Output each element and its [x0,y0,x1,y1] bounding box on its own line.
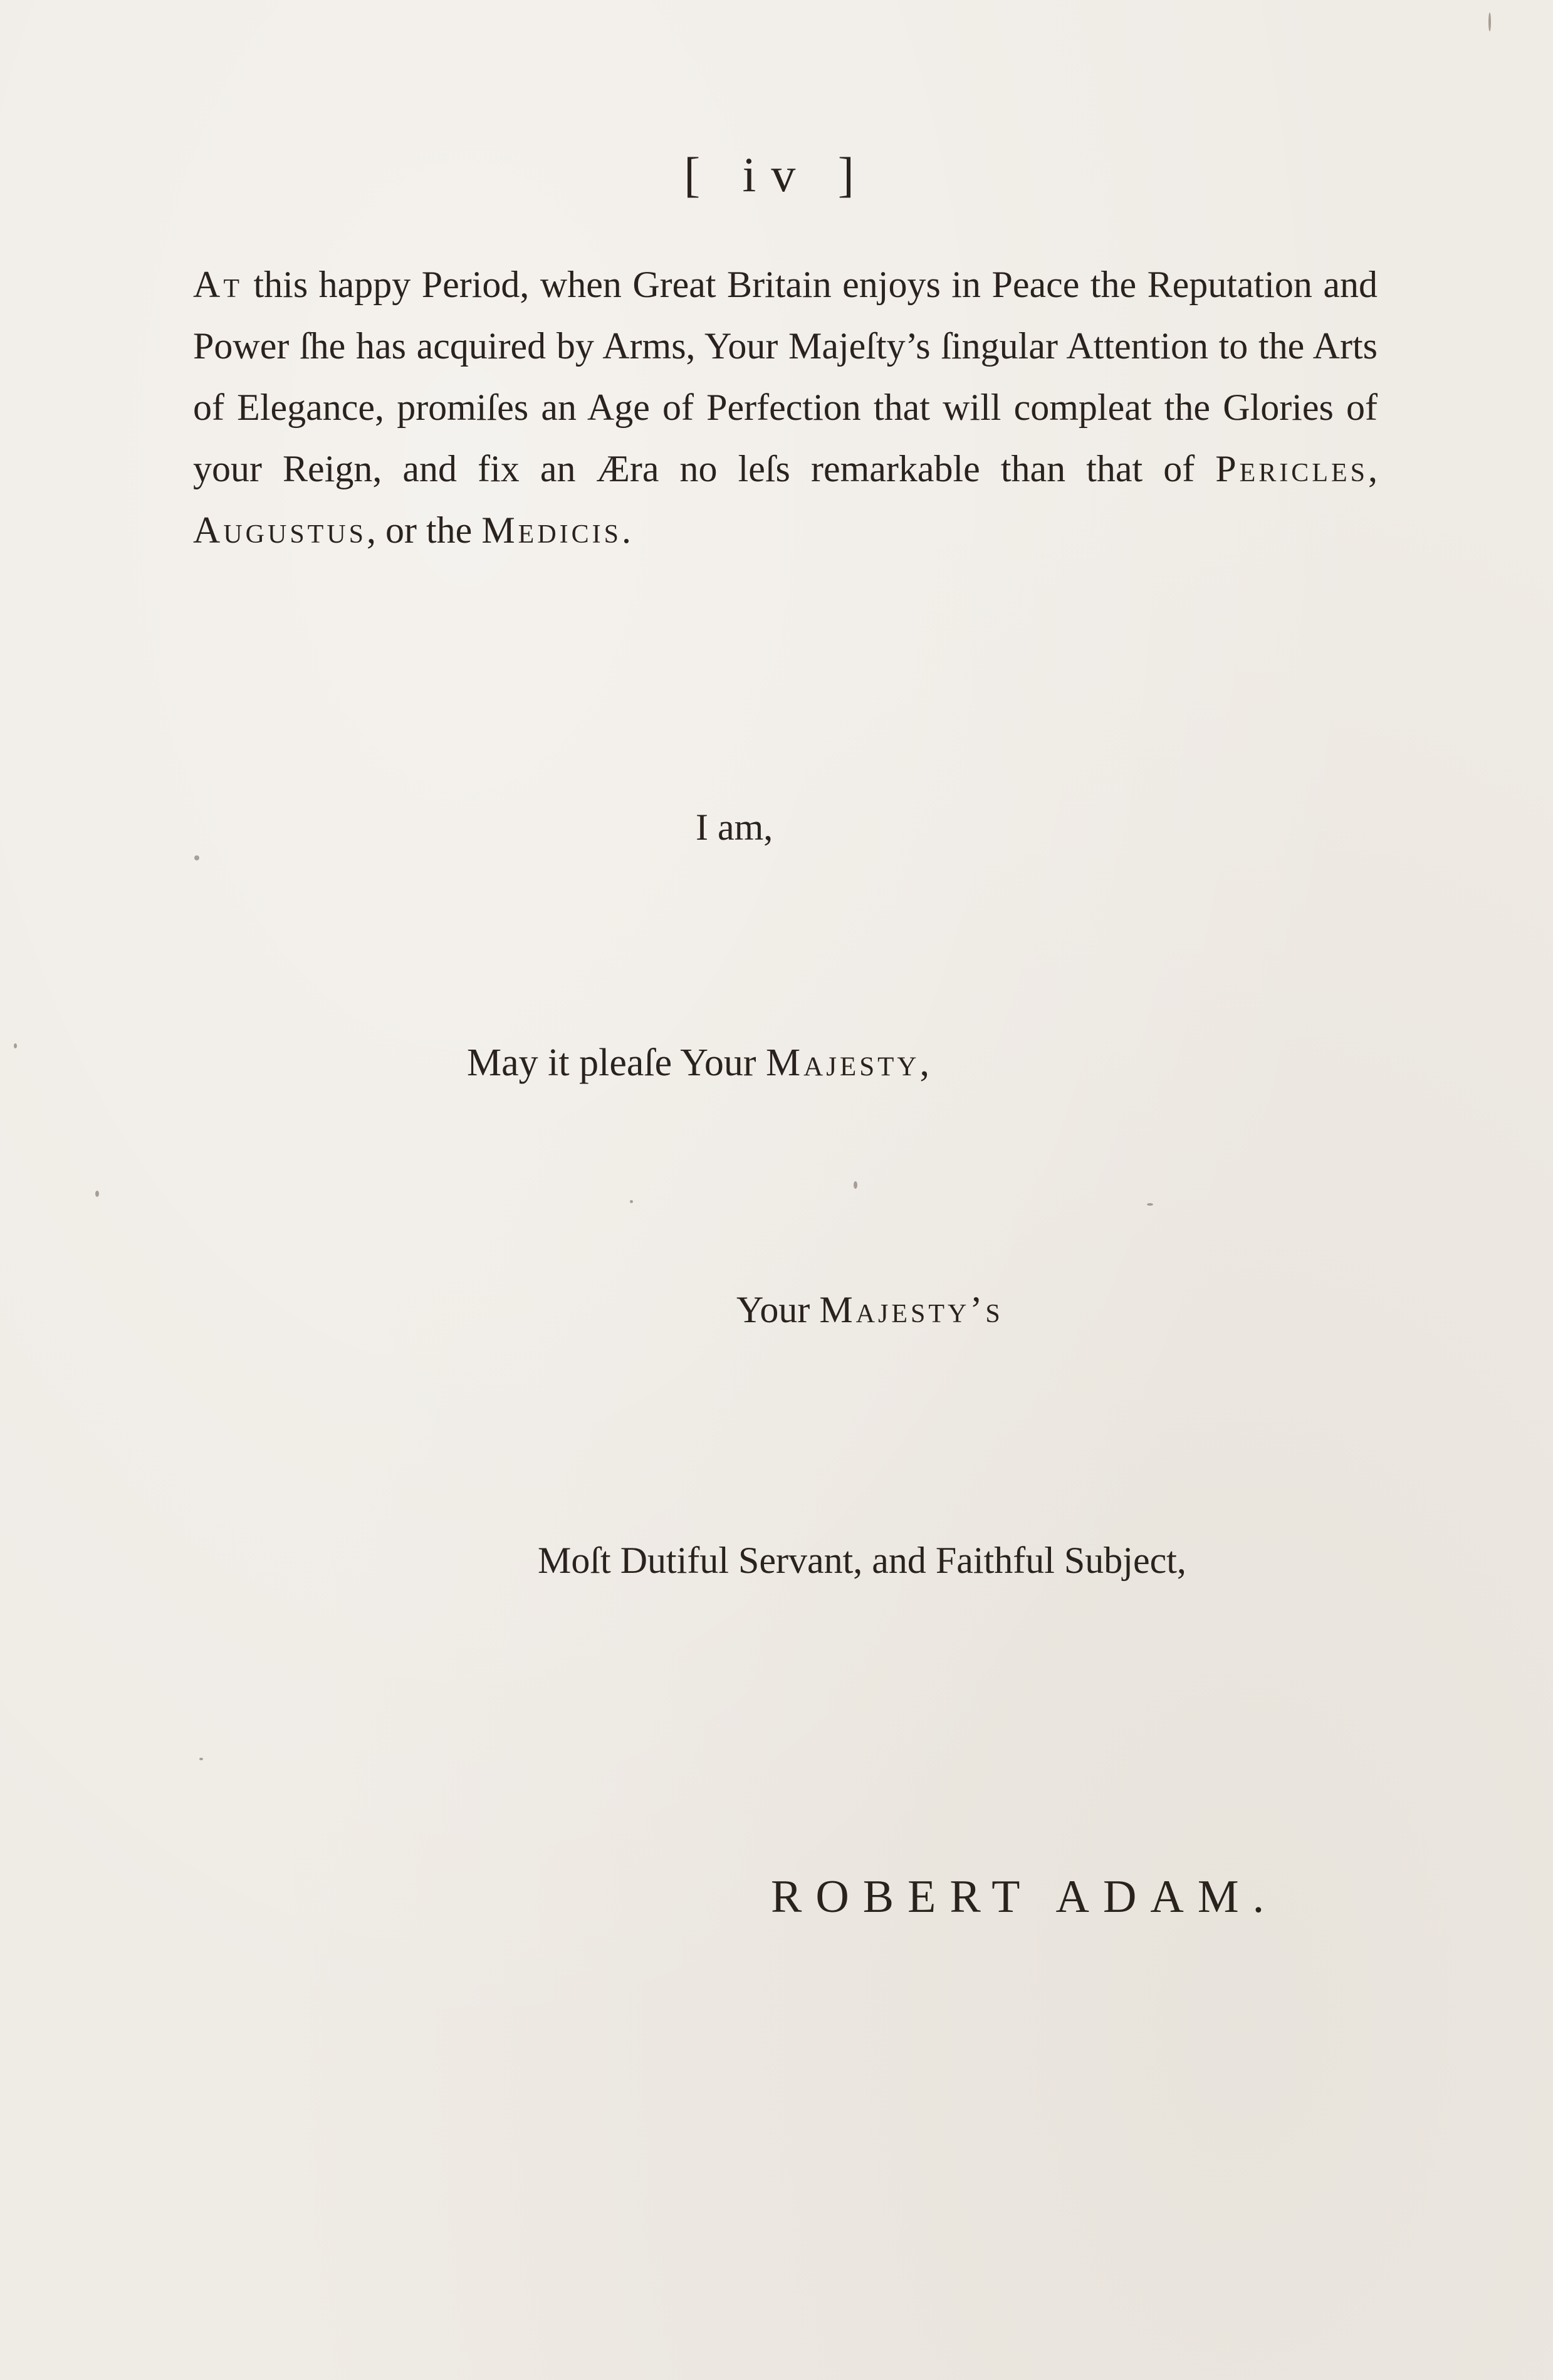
salutation-text: May it pleaſe Your [467,1041,766,1084]
separator: , [1368,448,1378,489]
majestys-small-caps: Majesty’s [819,1289,1003,1330]
paper-speck [1488,13,1491,31]
paper-speck [14,1043,17,1048]
paper-speck [630,1200,633,1203]
paper-speck [199,1758,203,1760]
salutation-end: , [919,1041,929,1084]
paragraph-end: . [622,509,631,551]
paper-speck [854,1181,857,1189]
page-number: [ iv ] [684,147,869,202]
closing-servant: Moſt Dutiful Servant, and Faithful Subject, [538,1540,1186,1581]
closing-i-am: I am, [696,806,773,848]
closing-your-majesty [736,1291,1003,1328]
paper-speck [95,1191,99,1197]
salutation-majesty: Majesty [766,1041,920,1084]
closing-salutation [467,1043,929,1082]
signature: ROBERT ADAM. [771,1871,1278,1923]
dedication-paragraph [193,254,1378,561]
your-text: Your [736,1289,820,1330]
name-augustus: Augustus [193,509,367,551]
name-medicis: Medicis [481,509,622,551]
paragraph-text: this happy Period, when Great Britain enjoys in Peace the Reputation and Power ſhe has acquired by Arms, Your Majeſty’s ſingular Attention to the Arts of Elegance, promiſes an Age of Perfection that will compleat the Glories of your Reign, and fix an Æra no leſs remarkable than that of [193,264,1378,489]
paper-speck [1147,1203,1153,1206]
lead-small-caps: At [193,264,243,305]
name-pericles: Pericles [1215,448,1368,489]
separator: , or the [367,509,482,551]
paper-speck [194,855,199,860]
